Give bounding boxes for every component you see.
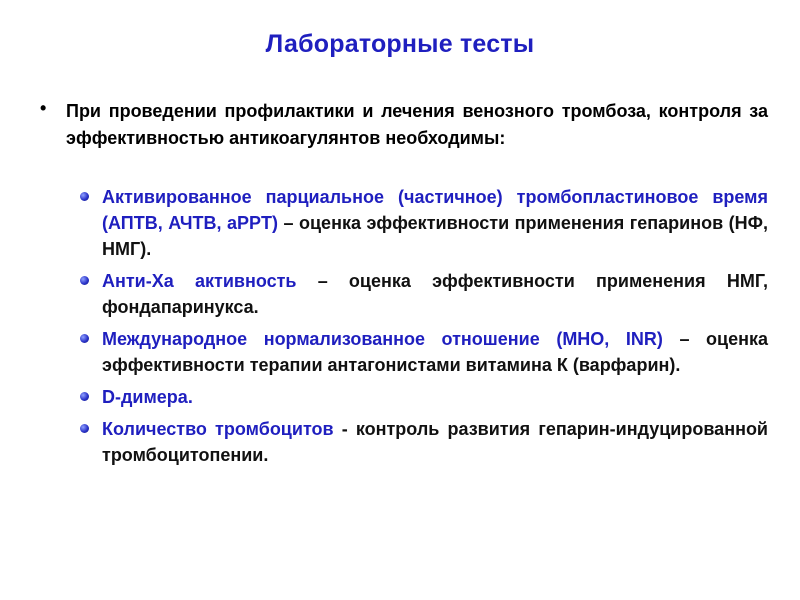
bullet-dot-icon [80,334,89,343]
test-list [78,184,768,474]
bullet-dot-icon [80,192,89,201]
list-item-highlight: Международное нормализованное отношение (МНО, INR) [102,329,663,349]
list-item-rest: – оценка эффективности применения НМГ, фондапаринукса. [102,271,768,317]
bullet-dot-icon [80,276,89,285]
list-item-text [102,268,768,320]
list-item [78,184,768,262]
list-item-text [102,184,768,262]
list-item-highlight: Активированное парциальное (частичное) тромбопластиновое время (АПТВ, АЧТВ, aPPT) [102,187,768,233]
list-item-text [102,384,768,410]
list-item-text [102,416,768,468]
list-item [78,326,768,378]
lead-text: При проведении профилактики и лечения венозного тромбоза, контроля за эффективностью антикоагулянтов необходимы: [66,101,768,148]
list-item [78,384,768,410]
list-item-rest: – оценка эффективности применения гепаринов (НФ, НМГ). [102,213,768,259]
slide-title: Лабораторные тесты [265,30,535,58]
bullet-dot-icon [80,392,89,401]
lead-paragraph [40,98,768,152]
bullet-dot-icon [80,424,89,433]
list-item-highlight: D-димера. [102,387,193,407]
list-item-rest: – оценка эффективности терапии антагонистами витамина К (варфарин). [102,329,768,375]
list-item [78,416,768,468]
list-item-text [102,326,768,378]
list-item-highlight: Анти-Ха активность [102,271,297,291]
list-item-highlight: Количество тромбоцитов [102,419,334,439]
list-item-rest: - контроль развития гепарин-индуцированной тромбоцитопении. [102,419,768,465]
lead-bullet: • [40,98,47,118]
list-item [78,268,768,320]
